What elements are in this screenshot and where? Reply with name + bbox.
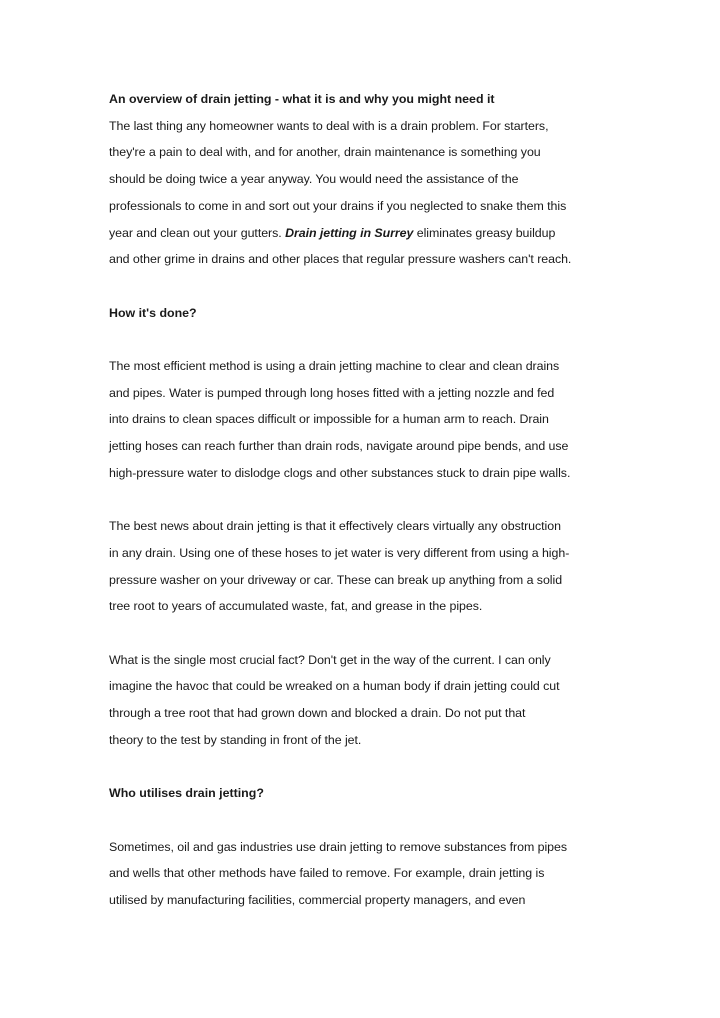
text-line: pressure washer on your driveway or car. These can break up anything from a solid	[109, 572, 563, 587]
text-line: professionals to come in and sort out your drains if you neglected to snake them this	[109, 198, 567, 213]
spacer	[109, 754, 629, 781]
text-line: into drains to clean spaces difficult or impossible for a human arm to reach. Drain	[109, 412, 549, 427]
text-line	[109, 220, 629, 247]
text-line: and wells that other methods have failed to remove. For example, drain jetting is	[109, 866, 545, 881]
text-line: tree root to years of accumulated waste, fat, and grease in the pipes.	[109, 599, 483, 614]
text-segment: eliminates greasy buildup	[413, 225, 556, 240]
text-segment: year and clean out your gutters.	[109, 225, 286, 240]
text-line: imagine the havoc that could be wreaked on a human body if drain jetting could cut	[109, 679, 560, 694]
text-line: through a tree root that had grown down and blocked a drain. Do not put that	[109, 706, 526, 721]
spacer	[109, 273, 629, 300]
text-line: utilised by manufacturing facilities, commercial property managers, and even	[109, 893, 526, 907]
how-paragraph-2	[109, 513, 629, 620]
text-line: Sometimes, oil and gas industries use drain jetting to remove substances from pipes	[109, 839, 567, 854]
text-line: they're a pain to deal with, and for another, drain maintenance is something you	[109, 145, 541, 160]
section-heading-who: Who utilises drain jetting?	[109, 786, 264, 801]
spacer	[109, 326, 629, 353]
who-paragraph-1	[109, 834, 629, 914]
text-line: theory to the test by standing in front of the jet.	[109, 732, 362, 747]
text-line: high-pressure water to dislodge clogs and other substances stuck to drain pipe walls.	[109, 465, 571, 480]
text-line: jetting hoses can reach further than drain rods, navigate around pipe bends, and use	[109, 439, 569, 454]
how-paragraph-3	[109, 647, 629, 754]
text-line: The most efficient method is using a drain jetting machine to clear and clean drains	[109, 359, 560, 373]
text-line: and pipes. Water is pumped through long hoses fitted with a jetting nozzle and fed	[109, 385, 555, 400]
spacer	[109, 487, 629, 514]
section-heading-how: How it's done?	[109, 305, 197, 320]
text-line: in any drain. Using one of these hoses to jet water is very different from using a high-	[109, 545, 570, 560]
text-line: The last thing any homeowner wants to deal with is a drain problem. For starters,	[109, 118, 549, 133]
drain-jetting-surrey-link[interactable]: Drain jetting in Surrey	[285, 225, 414, 240]
spacer	[109, 620, 629, 647]
text-line: What is the single most crucial fact? Don't get in the way of the current. I can only	[109, 652, 551, 667]
document-body	[109, 86, 629, 914]
how-paragraph-1	[109, 353, 629, 487]
intro-paragraph	[109, 113, 629, 273]
text-line: should be doing twice a year anyway. You would need the assistance of the	[109, 172, 519, 187]
document-title: An overview of drain jetting - what it is and why you might need it	[109, 92, 495, 106]
text-line: The best news about drain jetting is that it effectively clears virtually any obstruction	[109, 519, 561, 534]
spacer	[109, 807, 629, 834]
text-line: and other grime in drains and other places that regular pressure washers can't reach.	[109, 252, 572, 267]
